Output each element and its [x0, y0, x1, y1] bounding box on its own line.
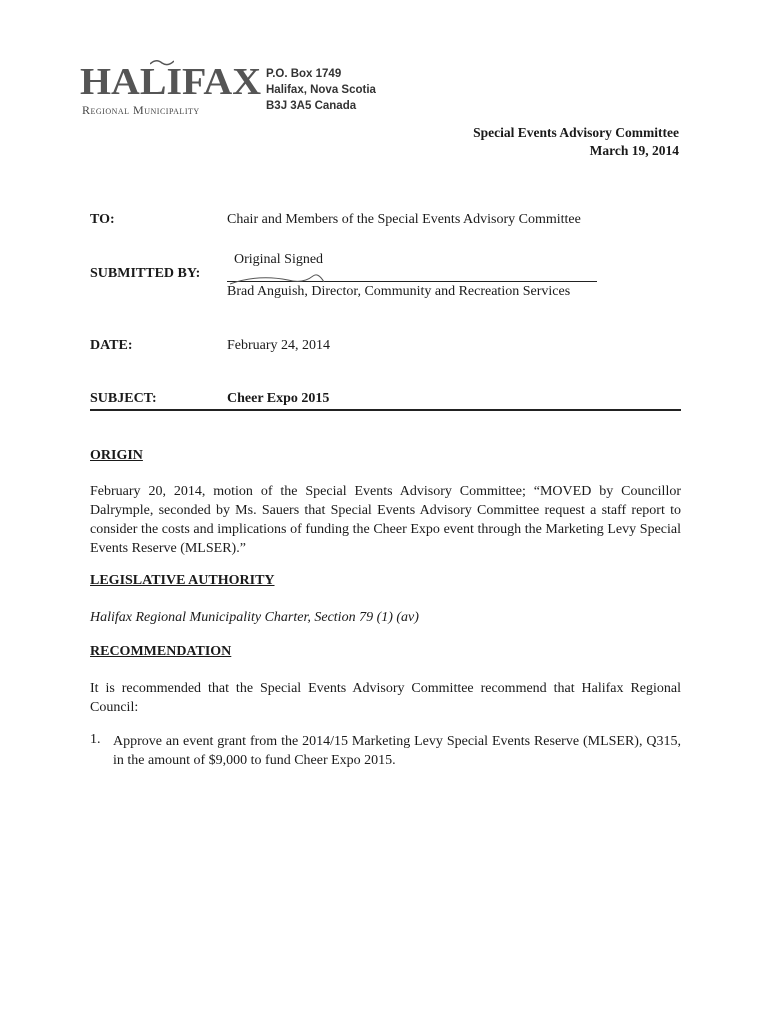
list-item-number: 1.	[90, 732, 101, 747]
signature-note: Original Signed	[234, 252, 324, 267]
date-label: DATE:	[90, 338, 133, 353]
origin-heading: ORIGIN	[90, 448, 143, 463]
logo-wordmark: HALIFAX	[80, 61, 262, 103]
legislative-heading: LEGISLATIVE AUTHORITY	[90, 573, 275, 588]
committee-name: Special Events Advisory Committee	[473, 125, 679, 140]
meeting-header	[473, 124, 679, 160]
legislative-text: Halifax Regional Municipality Charter, Section 79 (1) (av)	[90, 610, 419, 625]
halifax-logo	[80, 58, 262, 118]
subject-value: Cheer Expo 2015	[227, 391, 330, 406]
origin-text: February 20, 2014, motion of the Special Events Advisory Committee; “MOVED by Councillor Dalrymple, seconded by Ms. Sauers that Special Events Advisory Committee request a staff report to consider the costs and implications of funding the Cheer Expo event through the Marketing Levy Special Events Reserve (MLSER).”	[90, 484, 681, 556]
recommendation-heading: RECOMMENDATION	[90, 644, 232, 659]
subject-divider	[90, 409, 681, 411]
address-line: Halifax, Nova Scotia	[266, 84, 376, 96]
meeting-date: March 19, 2014	[589, 143, 679, 158]
to-label: TO:	[90, 212, 115, 227]
date-value: February 24, 2014	[227, 338, 331, 353]
address-line: B3J 3A5 Canada	[266, 100, 357, 112]
list-item-text: Approve an event grant from the 2014/15 Marketing Levy Special Events Reserve (MLSER), Q315, in the amount of $9,000 to fund Cheer Expo 2015.	[113, 734, 681, 768]
mailing-address	[266, 66, 376, 114]
to-value: Chair and Members of the Special Events Advisory Committee	[227, 212, 581, 227]
subject-label: SUBJECT:	[90, 391, 157, 406]
recommendation-text: It is recommended that the Special Events Advisory Committee recommend that Halifax Regional Council:	[90, 681, 681, 715]
logo-subtitle: Regional Municipality	[82, 103, 200, 117]
submitted-by-value: Brad Anguish, Director, Community and Recreation Services	[227, 284, 571, 299]
logo-wave-icon	[150, 58, 174, 66]
address-line: P.O. Box 1749	[266, 68, 342, 80]
submitted-by-label: SUBMITTED BY:	[90, 266, 201, 281]
